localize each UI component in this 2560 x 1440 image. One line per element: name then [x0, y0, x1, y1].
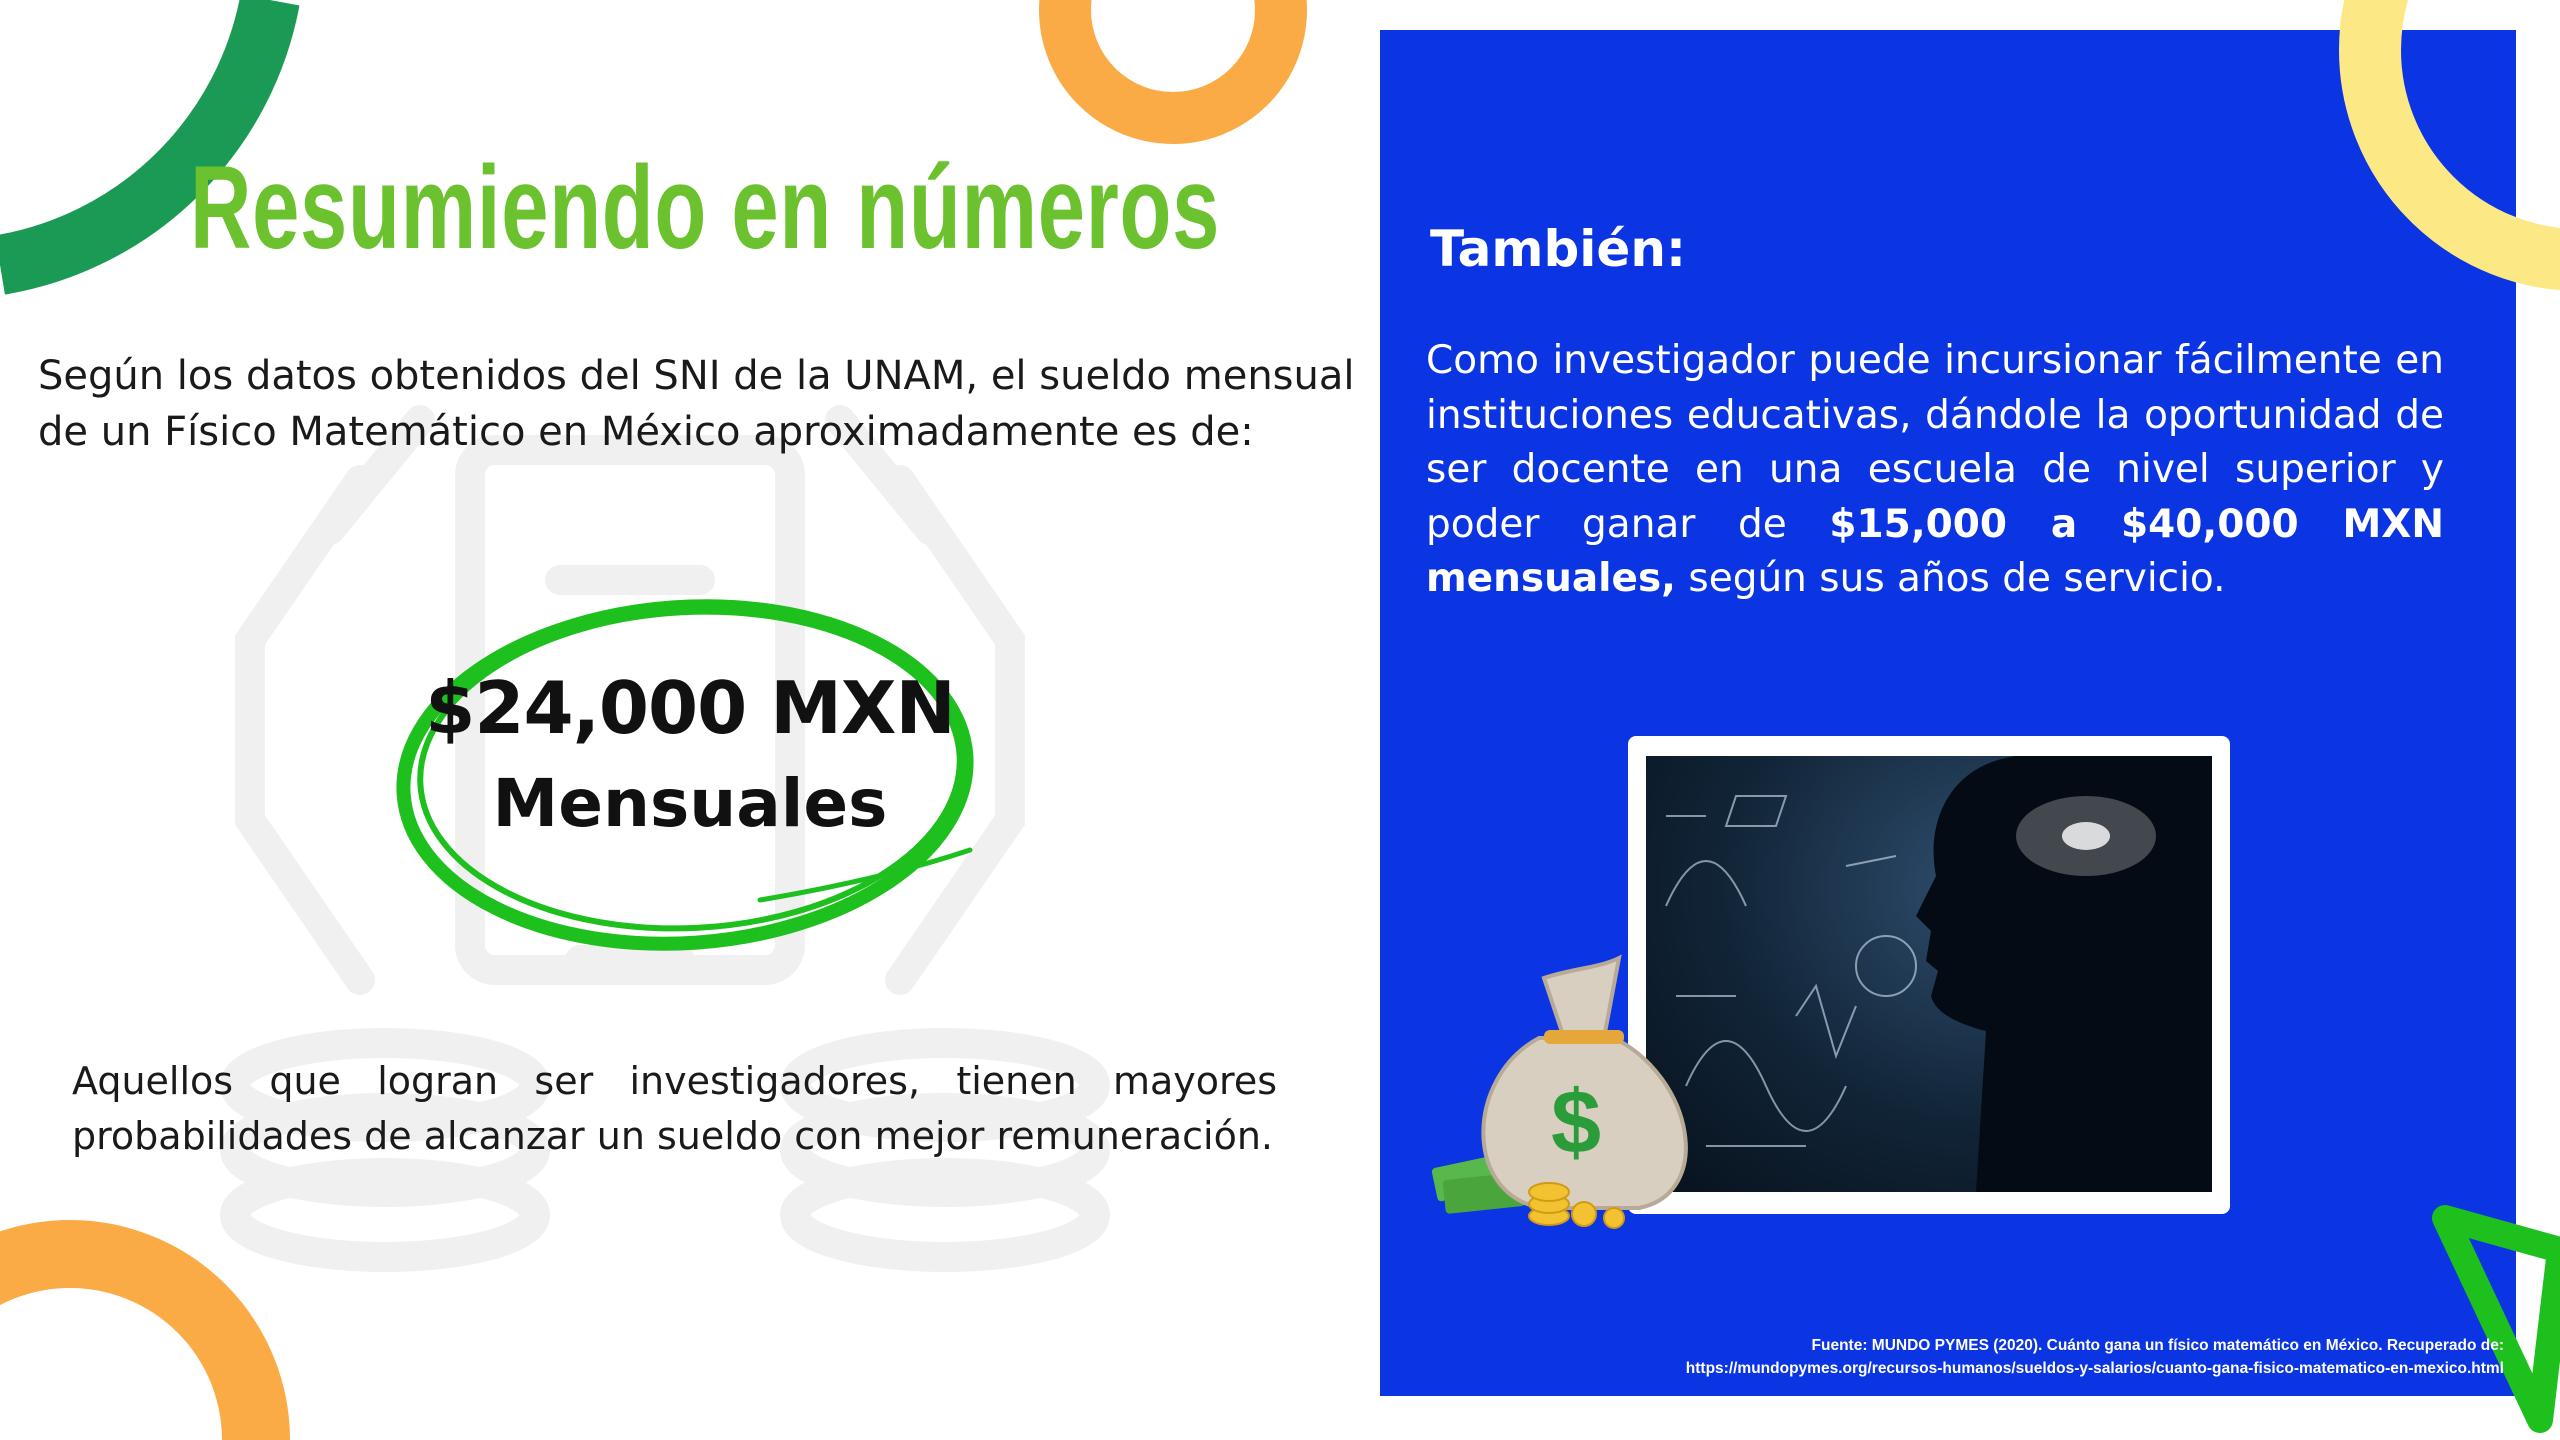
panel-heading: También:: [1430, 220, 1686, 278]
brain-equations-image: [1646, 756, 2212, 1192]
salary-amount: $24,000 MXN: [425, 666, 955, 750]
intro-text: Según los datos obtenidos del SNI de la UNAM, el sueldo mensual de un Físico Matemático en México aproximadamente es de:: [38, 353, 1355, 455]
panel-text-after: según sus años de servicio.: [1676, 556, 2226, 601]
salary-period: Mensuales: [492, 765, 888, 842]
conclusion-text: Aquellos que logran ser investigadores, tienen mayores probabilidades de alcanzar un sueldo con mejor remuneración.: [72, 1059, 1277, 1158]
orange-ring-top: [1065, 0, 1281, 118]
green-triangle-bottom-right: [2420, 1190, 2560, 1440]
yellow-ring-top-right: [2260, 0, 2560, 330]
money-bag-icon: [1424, 938, 1714, 1238]
source-citation: [1444, 1334, 2504, 1380]
panel-body-text: [1426, 334, 2444, 607]
panel-salary-range: $15,000 a $40,000 MXN mensuales,: [1426, 501, 2444, 601]
page-title: Resumiendo en números: [190, 142, 1221, 274]
salary-highlight: [395, 660, 985, 852]
panel-text-before: Como investigador puede incursionar fácilmente en instituciones educativas, dándole la oportunidad de ser docente en una escuela de nivel superior y poder ganar de: [1426, 338, 2444, 547]
svg-text:$: $: [1550, 1073, 1602, 1173]
source-url[interactable]: https://mundopymes.org/recursos-humanos/sueldos-y-salarios/cuanto-gana-fisico-matematico-en-mexico.html: [1685, 1360, 2504, 1377]
orange-ring-bottom-left: [0, 1254, 256, 1440]
source-line-1: Fuente: MUNDO PYMES (2020). Cuánto gana un físico matemático en México. Recuperado de:: [1811, 1337, 2504, 1354]
